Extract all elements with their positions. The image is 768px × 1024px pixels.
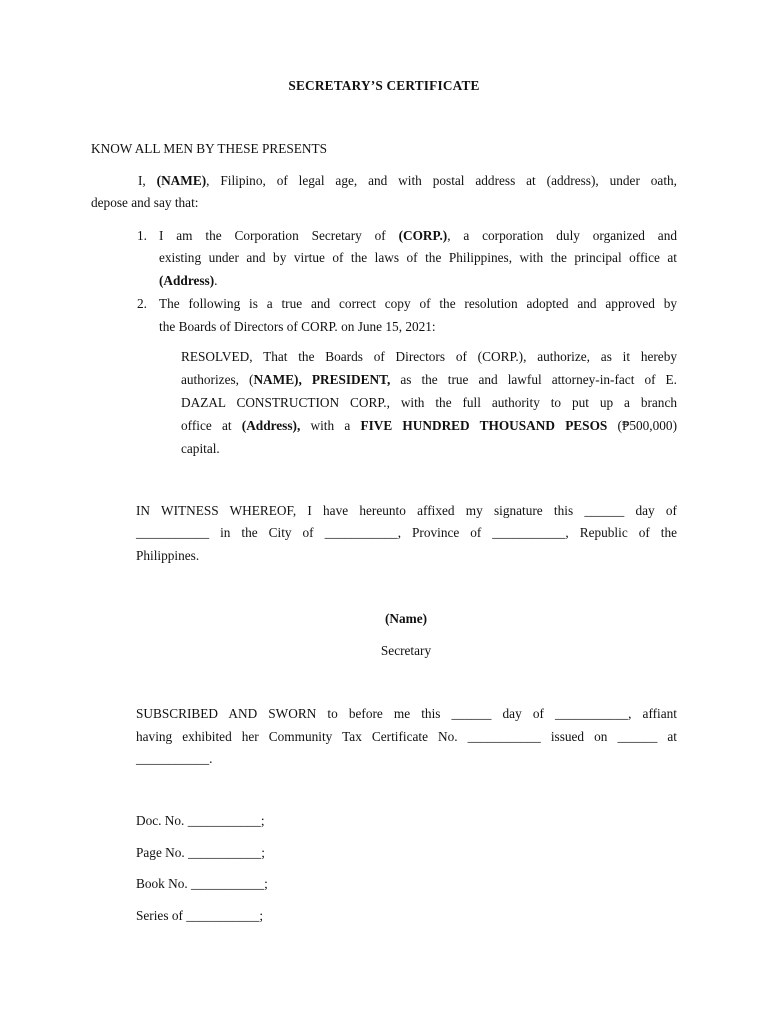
- intro-line-1: [138, 173, 677, 189]
- intro-prefix: I,: [138, 173, 157, 188]
- resolved-line-3: DAZAL CONSTRUCTION CORP., with the full authority to put up a branch: [181, 395, 677, 410]
- item-2-line-1: The following is a true and correct copy of the resolution adopted and approved by: [159, 296, 677, 311]
- resolved-amount-words: FIVE HUNDRED THOUSAND PESOS: [360, 418, 608, 433]
- item-1-number: 1.: [137, 228, 147, 243]
- intro-rest: , Filipino, of legal age, and with postal address at (address), under oath,: [206, 173, 677, 188]
- signatory-role: Secretary: [380, 643, 432, 658]
- intro-name: (NAME): [156, 173, 207, 188]
- item-2-number: 2.: [137, 296, 147, 311]
- subscribed-line-3: ___________.: [136, 751, 213, 766]
- resolved-line-2: [181, 372, 677, 388]
- doc-number-field: Doc. No. ___________;: [136, 813, 265, 828]
- resolved-l4-mid: with a: [300, 418, 361, 433]
- item-2-line-2: the Boards of Directors of CORP. on June 15, 2021:: [159, 319, 436, 334]
- resolved-l4-pre: office at: [181, 418, 242, 433]
- item-1-line-1: [159, 228, 677, 244]
- item-1-pre: I am the Corporation Secretary of: [159, 228, 399, 243]
- intro-line-2: depose and say that:: [91, 195, 199, 210]
- witness-line-2: ___________ in the City of ___________, Province of ___________, Republic of the: [136, 525, 677, 540]
- subscribed-line-2: having exhibited her Community Tax Certificate No. ___________ issued on ______ at: [136, 729, 677, 744]
- witness-line-1: IN WITNESS WHEREOF, I have hereunto affixed my signature this ______ day of: [136, 503, 677, 518]
- book-number-field: Book No. ___________;: [136, 876, 268, 891]
- item-1-post: , a corporation duly organized and: [447, 228, 677, 243]
- resolved-line-5: capital.: [181, 441, 220, 456]
- item-1-corp: (CORP.): [398, 228, 448, 243]
- resolved-amount-figure: (₱500,000): [607, 418, 678, 433]
- know-all-heading: KNOW ALL MEN BY THESE PRESENTS: [91, 141, 328, 156]
- resolved-l2-pre: authorizes, (: [181, 372, 254, 387]
- resolved-line-4: [181, 418, 677, 434]
- witness-line-3: Philippines.: [136, 548, 200, 563]
- item-1-address: (Address): [159, 273, 215, 288]
- signatory-name: (Name): [384, 611, 428, 626]
- series-field: Series of ___________;: [136, 908, 264, 923]
- page-number-field: Page No. ___________;: [136, 845, 265, 860]
- document-title: SECRETARY’S CERTIFICATE: [288, 78, 480, 93]
- resolved-line-1: RESOLVED, That the Boards of Directors of (CORP.), authorize, as it hereby: [181, 349, 677, 364]
- item-1-period: .: [214, 273, 218, 288]
- subscribed-line-1: SUBSCRIBED AND SWORN to before me this ______ day of ___________, affiant: [136, 706, 677, 721]
- resolved-l2-post: as the true and lawful attorney-in-fact of E.: [390, 372, 678, 387]
- resolved-name-president: NAME), PRESIDENT,: [253, 372, 391, 387]
- item-1-line-2: existing under and by virtue of the laws of the Philippines, with the principal office at: [159, 250, 677, 265]
- item-1-line-3: [159, 273, 218, 289]
- resolved-address: (Address),: [241, 418, 301, 433]
